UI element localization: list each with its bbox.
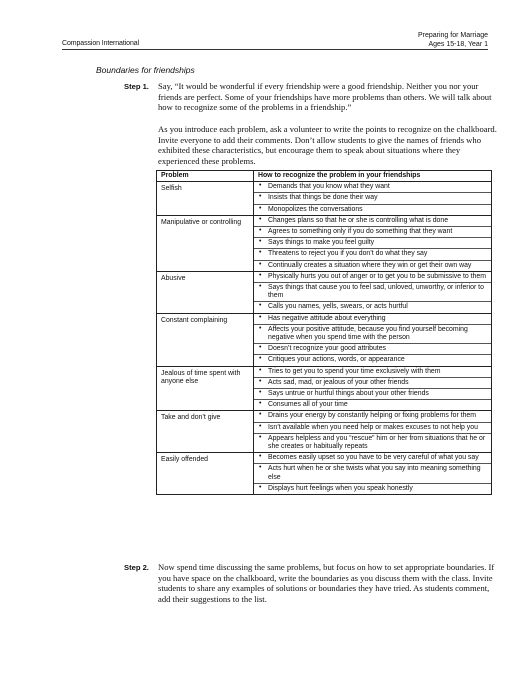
recognize-cell [254, 453, 492, 495]
point-text: Continually creates a situation where they win or get their own way [268, 261, 472, 269]
step-2-text: Now spend time discussing the same problems, but focus on how to set appropriate boundaries. If you have space on the chalkboard, write the boundaries as you discuss them with the class. Invite students to share any examples of solutions or boundaries they have tried. As students comment, add their suggestions to the list. [158, 562, 495, 604]
list-item [254, 434, 491, 452]
point-text: Agrees to something only if you do something that they want [268, 228, 453, 236]
point-text: Threatens to reject you if you don’t do what they say [268, 250, 428, 258]
list-item [254, 367, 491, 378]
point-text: Says things that cause you to feel sad, unloved, unworthy, or inferior to them [268, 284, 484, 300]
step-1-text: Say, “It would be wonderful if every friendship were a good friendship. Neither you nor your friends are perfect. Some of your friendships have more problems than others. We will talk about how to recognize some of the problems in a friendship.” [158, 81, 492, 112]
bullet-icon: • [259, 464, 262, 472]
table-row [157, 366, 492, 411]
problem-cell: Take and don’t give [157, 411, 254, 453]
table-body [157, 182, 492, 495]
point-text: Drains your energy by constantly helping or fixing problems for them [268, 412, 476, 420]
bullet-icon: • [259, 193, 262, 201]
bullet-icon: • [259, 377, 262, 385]
bullet-icon: • [259, 238, 262, 246]
list-item [254, 261, 491, 271]
problems-table [156, 170, 492, 495]
recognize-cell [254, 182, 492, 216]
problem-cell: Easily offended [157, 453, 254, 495]
problem-cell: Manipulative or controlling [157, 215, 254, 271]
point-text: Insists that things be done their way [268, 194, 378, 202]
bullet-icon: • [259, 283, 262, 291]
point-text: Isn’t available when you need help or makes excuses to not help you [268, 423, 478, 431]
bullet-icon: • [259, 422, 262, 430]
problem-cell: Selfish [157, 182, 254, 216]
point-text: Acts sad, mad, or jealous of your other friends [268, 378, 409, 386]
point-text: Has negative attitude about everything [268, 314, 386, 322]
point-text: Tries to get you to spend your time exclusively with them [268, 367, 441, 375]
step-1-paragraph: As you introduce each problem, ask a volunteer to write the points to recognize on the chalkboard. Invite everyone to add their comments. Don’t allow students to give the names of friends who exhibited these characteristics, but encourage them to speak about situations where they experienced these problems. [158, 124, 497, 166]
bullet-icon: • [259, 433, 262, 441]
recognize-cell [254, 215, 492, 271]
bullet-icon: • [259, 302, 262, 310]
bullet-icon: • [259, 453, 262, 461]
bullet-icon: • [259, 344, 262, 352]
bullet-icon: • [259, 215, 262, 223]
bullet-icon: • [259, 260, 262, 268]
recognize-cell [254, 366, 492, 411]
list-item [254, 193, 491, 204]
point-text: Consumes all of your time [268, 401, 348, 409]
list-item [254, 344, 491, 355]
bullet-icon: • [259, 204, 262, 212]
bullet-icon: • [259, 324, 262, 332]
list-item [254, 411, 491, 422]
list-item [254, 249, 491, 260]
recognize-cell [254, 313, 492, 366]
list-item [254, 453, 491, 464]
table-row [157, 215, 492, 271]
bullet-icon: • [259, 355, 262, 363]
table-row [157, 453, 492, 495]
point-text: Affects your positive attitude, because you find yourself becoming negative when you spend time with the person [268, 325, 468, 342]
list-item [254, 484, 491, 494]
step-2-label: Step 2. [124, 563, 149, 572]
bullet-icon: • [259, 400, 262, 408]
bullet-icon: • [259, 411, 262, 419]
point-text: Appears helpless and you “rescue” him or her from situations that he or she creates or habitually repeats [268, 434, 486, 451]
bullet-icon: • [259, 182, 262, 190]
table-row [157, 313, 492, 366]
list-item [254, 355, 491, 365]
table-row [157, 411, 492, 453]
course-ages: Ages 15-18, Year 1 [428, 41, 488, 48]
point-text: Changes plans so that he or she is controlling what is done [268, 216, 449, 224]
recognize-cell [254, 271, 492, 313]
list-item [254, 378, 491, 389]
point-text: Calls you names, yells, swears, or acts hurtful [268, 303, 408, 311]
header-divider [62, 49, 488, 50]
course-info [418, 31, 488, 49]
list-item [254, 205, 491, 215]
table-row [157, 182, 492, 216]
point-text: Acts hurt when he or she twists what you say into meaning something else [268, 465, 481, 481]
table-header-row [157, 171, 492, 182]
list-item [254, 238, 491, 249]
problem-cell: Constant complaining [157, 313, 254, 366]
point-text: Says untrue or hurtful things about your other friends [268, 390, 429, 398]
table-row [157, 271, 492, 313]
list-item [254, 227, 491, 238]
column-header-recognize: How to recognize the problem in your friendships [254, 171, 492, 182]
point-text: Critiques your actions, words, or appearance [268, 356, 405, 364]
list-item [254, 423, 491, 434]
list-item [254, 464, 491, 483]
point-text: Says things to make you feel guilty [268, 239, 375, 247]
list-item [254, 216, 491, 227]
bullet-icon: • [259, 271, 262, 279]
step-1-label: Step 1. [124, 82, 149, 91]
list-item [254, 314, 491, 325]
point-text: Doesn’t recognize your good attributes [268, 345, 386, 353]
point-text: Physically hurts you out of anger or to get you to be submissive to them [268, 272, 486, 280]
list-item [254, 182, 491, 193]
problem-cell: Abusive [157, 271, 254, 313]
point-text: Monopolizes the conversations [268, 205, 363, 213]
organization-name: Compassion International [62, 40, 139, 47]
column-header-problem: Problem [157, 171, 254, 182]
bullet-icon: • [259, 483, 262, 491]
point-text: Becomes easily upset so you have to be very careful of what you say [268, 454, 479, 462]
bullet-icon: • [259, 366, 262, 374]
problem-cell: Jealous of time spent with anyone else [157, 366, 254, 411]
bullet-icon: • [259, 389, 262, 397]
point-text: Displays hurt feelings when you speak honestly [268, 484, 413, 492]
point-text: Demands that you know what they want [268, 183, 390, 191]
bullet-icon: • [259, 227, 262, 235]
course-title: Preparing for Marriage [417, 32, 488, 39]
recognize-cell [254, 411, 492, 453]
bullet-icon: • [259, 249, 262, 257]
list-item [254, 400, 491, 410]
list-item [254, 283, 491, 302]
list-item [254, 389, 491, 400]
list-item [254, 272, 491, 283]
list-item [254, 325, 491, 344]
list-item [254, 302, 491, 312]
section-title: Boundaries for friendships [96, 65, 195, 75]
bullet-icon: • [259, 313, 262, 321]
